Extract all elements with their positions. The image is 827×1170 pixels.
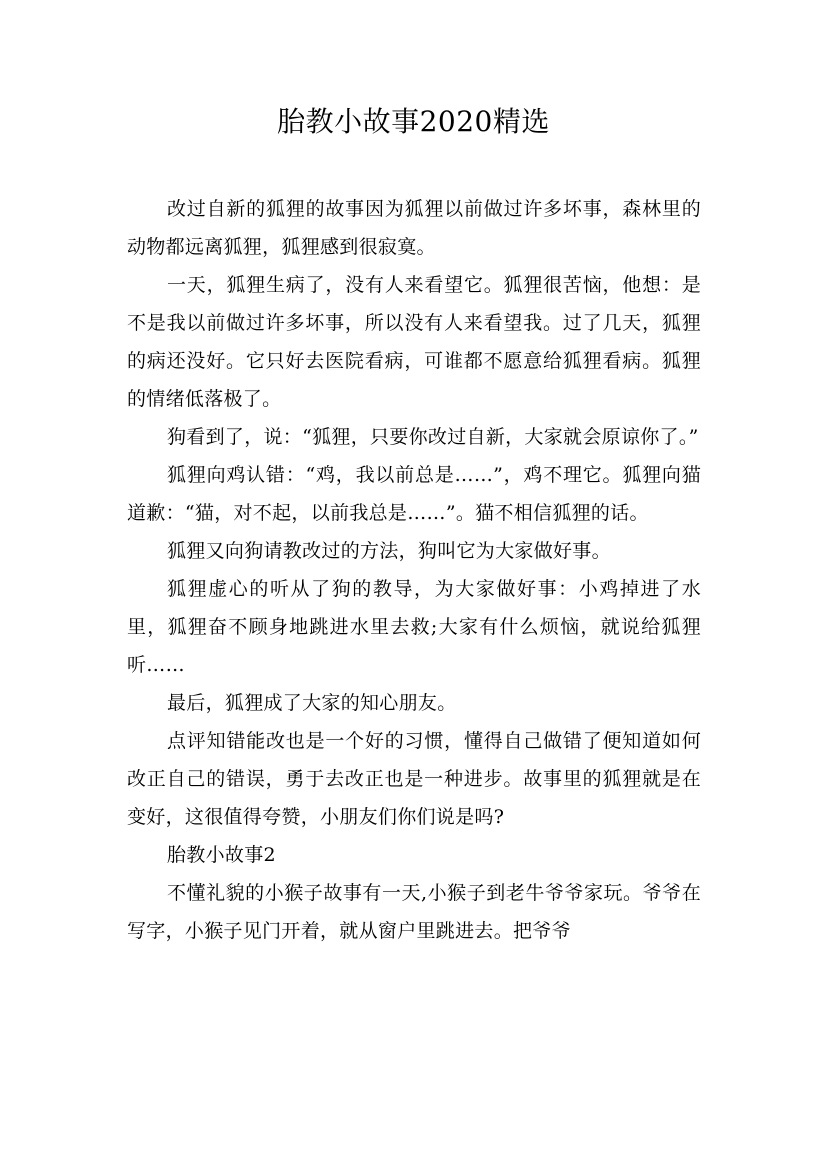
section-heading-story-2: 胎教小故事2: [167, 844, 276, 866]
paragraph-ending: 最后，狐狸成了大家的知心朋友。: [167, 692, 457, 714]
document-title: 胎教小故事2020精选: [277, 105, 550, 138]
paragraph-monkey-story: 不懂礼貌的小猴子故事有一天,小猴子到老牛爷爷家玩。爷爷在写字，小猴子见门开着，就从窗户里跳进去。把爷爷: [127, 882, 701, 942]
document-body: [127, 190, 701, 950]
paragraph-good-deeds: 狐狸虚心的听从了狗的教导，为大家做好事：小鸡掉进了水里，狐狸奋不顾身地跳进水里去救;大家有什么烦恼，就说给狐狸听……: [127, 578, 701, 676]
paragraph-ask-dog: 狐狸又向狗请教改过的方法，狗叫它为大家做好事。: [167, 540, 611, 562]
paragraph-commentary: 点评知错能改也是一个好的习惯，懂得自己做错了便知道如何改正自己的错误，勇于去改正也是一种进步。故事里的狐狸就是在变好，这很值得夸赞，小朋友们你们说是吗?: [127, 730, 701, 828]
paragraph-apology: 狐狸向鸡认错：“鸡，我以前总是……”，鸡不理它。狐狸向猫道歉：“猫，对不起，以前我总是……”。猫不相信狐狸的话。: [127, 464, 701, 524]
paragraph-dog-advice: 狗看到了，说：“狐狸，只要你改过自新，大家就会原谅你了。”: [167, 426, 699, 448]
paragraph-intro: 改过自新的狐狸的故事因为狐狸以前做过许多坏事，森林里的动物都远离狐狸，狐狸感到很寂寞。: [127, 198, 701, 258]
paragraph-fox-sick: 一天，狐狸生病了，没有人来看望它。狐狸很苦恼，他想：是不是我以前做过许多坏事，所以没有人来看望我。过了几天，狐狸的病还没好。它只好去医院看病，可谁都不愿意给狐狸看病。狐狸的情绪低落极了。: [127, 274, 701, 410]
